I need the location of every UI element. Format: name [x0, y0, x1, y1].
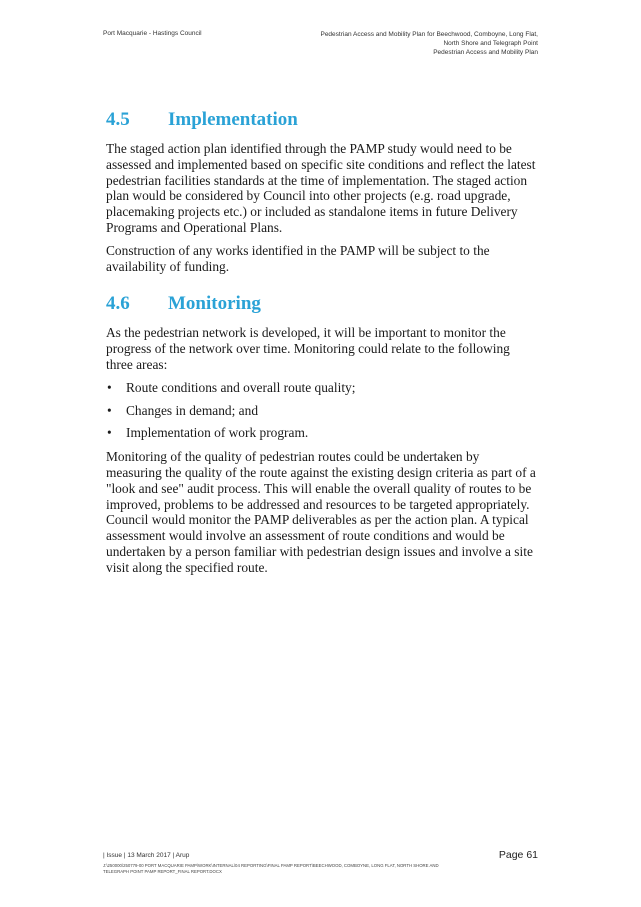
paragraph: The staged action plan identified through the PAMP study would need to be assessed and implemented based on specific site conditions and reflect the latest pedestrian facilities standards at the time of implementation. The staged action plan would be considered by Council into other projects (e.g. road upgrade, placemaking projects etc.) or included as standalone items in future Delivery Programs and Operational Plans.	[106, 141, 536, 235]
footer-issue-info: | Issue | 13 March 2017 | Arup	[103, 852, 190, 859]
list-item: • Route conditions and overall route quality;	[107, 379, 356, 395]
header-line-3: Pedestrian Access and Mobility Plan	[433, 49, 538, 56]
list-item: • Changes in demand; and	[107, 402, 259, 418]
section-title: Implementation	[168, 109, 298, 130]
header-line-1: Pedestrian Access and Mobility Plan for Beechwood, Comboyne, Long Flat,	[320, 31, 538, 38]
bullet-icon: •	[107, 402, 112, 418]
section-number: 4.5	[106, 109, 130, 130]
page-body	[106, 109, 538, 576]
bullet-list	[106, 380, 538, 441]
section-title: Monitoring	[168, 293, 261, 315]
page-number: Page 61	[498, 849, 538, 861]
bullet-icon: •	[107, 425, 112, 441]
paragraph: As the pedestrian network is developed, it will be important to monitor the progress of the network over time. Monitoring could relate to the following three areas:	[106, 325, 510, 372]
header-line-2: North Shore and Telegraph Point	[443, 40, 538, 47]
paragraph: Monitoring of the quality of pedestrian routes could be undertaken by measuring the quality of the route against the existing design criteria as part of a "look and see" audit process. This will enable the overall quality of routes to be improved, problems to be addressed and resources to be targeted appropriately. Council would monitor the PAMP deliverables as per the action plan. A typical assessment would involve an assessment of route conditions and would be undertaken by a person familiar with pedestrian design issues and involve a site visit along the specified route.	[106, 449, 536, 575]
list-item: • Implementation of work program.	[107, 425, 309, 441]
header-document-title	[320, 30, 538, 57]
footer-file-path: J:\250000\250779-00 PORT MACQUARIE PAMP\WORK\INTERNAL\04 REPORTING\FINAL PAMP REPORT\BEECHWOOD, COMBOYNE, LONG FLAT, NORTH SHORE AND TELEGRAPH POINT PAMP REPORT_FINAL REPORT.DOCX	[103, 863, 439, 874]
section-number: 4.6	[106, 293, 130, 315]
header-council-name: Port Macquarie - Hastings Council	[103, 30, 202, 37]
bullet-icon: •	[107, 379, 112, 395]
section-heading-implementation	[106, 109, 538, 131]
section-heading-monitoring	[106, 293, 538, 315]
paragraph: Construction of any works identified in the PAMP will be subject to the availability of funding.	[106, 242, 490, 274]
